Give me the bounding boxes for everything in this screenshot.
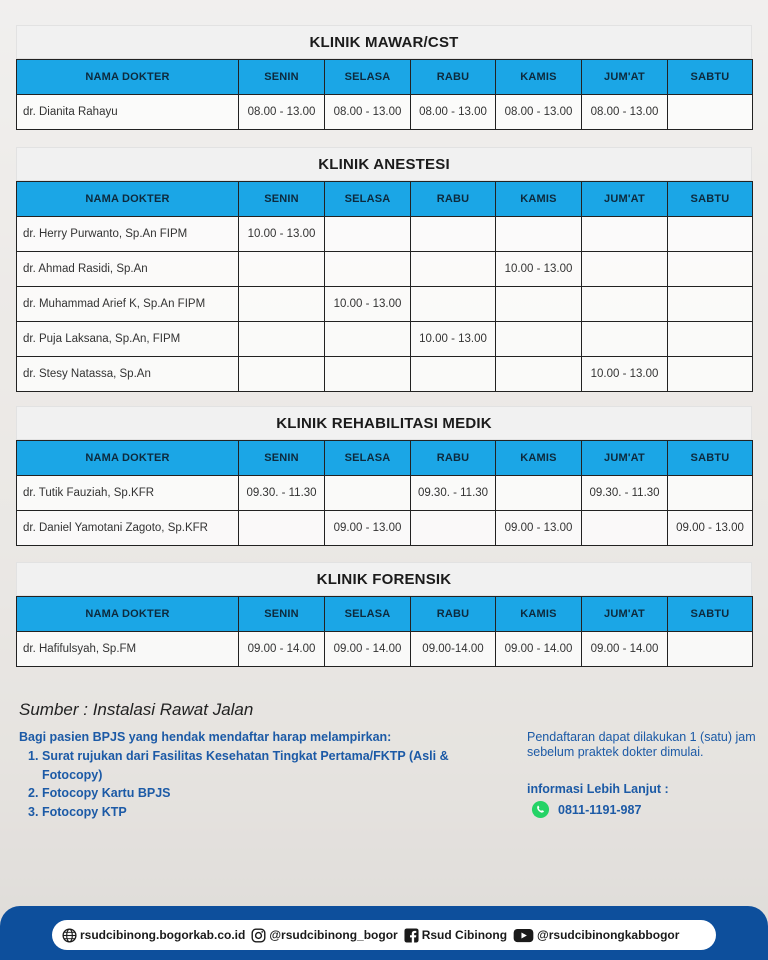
schedule-cell <box>582 322 668 357</box>
registration-note: Pendaftaran dapat dilakukan 1 (satu) jam sebelum praktek dokter dimulai. <box>527 730 756 759</box>
column-header: RABU <box>411 60 496 95</box>
youtube-link[interactable]: @rsudcibinongkabbogor <box>513 928 679 943</box>
table-row <box>17 252 753 287</box>
column-header: JUM'AT <box>582 182 668 217</box>
schedule-cell: 09.00 - 13.00 <box>325 511 411 546</box>
column-header: SELASA <box>325 182 411 217</box>
schedule-cell <box>411 357 496 392</box>
schedule-cell: 09.00 - 14.00 <box>496 632 582 667</box>
schedule-cell <box>668 217 753 252</box>
website-link[interactable]: rsudcibinong.bogorkab.co.id <box>62 928 245 943</box>
schedule-cell <box>411 217 496 252</box>
schedule-cell <box>239 357 325 392</box>
column-header: RABU <box>411 597 496 632</box>
facebook-link[interactable]: Rsud Cibinong <box>404 928 507 943</box>
schedule-cell: 08.00 - 13.00 <box>411 95 496 130</box>
schedule-cell <box>325 322 411 357</box>
schedule-cell: 10.00 - 13.00 <box>239 217 325 252</box>
schedule-cell: 10.00 - 13.00 <box>325 287 411 322</box>
requirements-list <box>28 747 498 821</box>
column-header: SABTU <box>668 597 753 632</box>
doctor-name-cell: dr. Hafifulsyah, Sp.FM <box>17 632 239 667</box>
table-header-row <box>17 60 753 95</box>
facebook-icon <box>404 928 419 943</box>
list-item: 3. Fotocopy KTP <box>28 804 127 819</box>
schedule-cell <box>239 287 325 322</box>
phone-contact[interactable] <box>531 800 641 819</box>
column-header: KAMIS <box>496 182 582 217</box>
schedule-cell: 09.00 - 14.00 <box>325 632 411 667</box>
globe-icon <box>62 928 77 943</box>
schedule-cell <box>325 357 411 392</box>
schedule-cell <box>668 252 753 287</box>
schedule-cell <box>239 252 325 287</box>
list-item: 2. Fotocopy Kartu BPJS <box>28 786 171 800</box>
schedule-cell <box>582 287 668 322</box>
column-header: NAMA DOKTER <box>17 182 239 217</box>
phone-number: 0811-1191-987 <box>558 802 642 817</box>
schedule-cell <box>668 632 753 667</box>
schedule-cell: 09.00 - 13.00 <box>496 511 582 546</box>
schedule-cell: 09.30. - 11.30 <box>582 476 668 511</box>
schedule-cell <box>496 476 582 511</box>
column-header: SABTU <box>668 60 753 95</box>
column-header: SENIN <box>239 182 325 217</box>
table-row <box>17 511 753 546</box>
clinic-title: KLINIK FORENSIK <box>16 562 752 596</box>
instagram-link[interactable]: @rsudcibinong_bogor <box>251 928 397 943</box>
schedule-cell: 10.00 - 13.00 <box>496 252 582 287</box>
instagram-icon <box>251 928 266 943</box>
doctor-name-cell: dr. Dianita Rahayu <box>17 95 239 130</box>
schedule-cell: 09.30. - 11.30 <box>411 476 496 511</box>
table-row <box>17 357 753 392</box>
clinic-title: KLINIK MAWAR/CST <box>16 25 752 59</box>
column-header: SENIN <box>239 441 325 476</box>
schedule-cell <box>325 217 411 252</box>
schedule-cell <box>582 217 668 252</box>
schedule-cell: 10.00 - 13.00 <box>411 322 496 357</box>
table-row <box>17 217 753 252</box>
schedule-table <box>16 181 753 392</box>
info-title: informasi Lebih Lanjut : <box>527 782 669 796</box>
schedule-cell <box>668 95 753 130</box>
column-header: SENIN <box>239 597 325 632</box>
table-row <box>17 322 753 357</box>
doctor-name-cell: dr. Puja Laksana, Sp.An, FIPM <box>17 322 239 357</box>
schedule-cell <box>325 252 411 287</box>
table-header-row <box>17 182 753 217</box>
table-header-row <box>17 441 753 476</box>
column-header: JUM'AT <box>582 60 668 95</box>
column-header: JUM'AT <box>582 441 668 476</box>
schedule-cell <box>496 217 582 252</box>
schedule-cell <box>582 252 668 287</box>
schedule-cell: 09.00-14.00 <box>411 632 496 667</box>
schedule-cell: 09.00 - 14.00 <box>582 632 668 667</box>
doctor-name-cell: dr. Muhammad Arief K, Sp.An FIPM <box>17 287 239 322</box>
clinic-section <box>16 562 752 667</box>
requirements-intro: Bagi pasien BPJS yang hendak mendaftar harap melampirkan: <box>19 730 392 744</box>
schedule-cell <box>582 511 668 546</box>
schedule-cell <box>668 476 753 511</box>
table-row <box>17 287 753 322</box>
footer-contacts <box>52 920 716 950</box>
schedule-cell <box>668 322 753 357</box>
clinic-title: KLINIK ANESTESI <box>16 147 752 181</box>
column-header: NAMA DOKTER <box>17 60 239 95</box>
schedule-cell: 09.00 - 13.00 <box>668 511 753 546</box>
column-header: SELASA <box>325 597 411 632</box>
schedule-cell: 08.00 - 13.00 <box>496 95 582 130</box>
schedule-cell <box>411 287 496 322</box>
column-header: SELASA <box>325 60 411 95</box>
column-header: JUM'AT <box>582 597 668 632</box>
schedule-cell <box>496 322 582 357</box>
schedule-cell <box>411 511 496 546</box>
schedule-cell: 09.30. - 11.30 <box>239 476 325 511</box>
column-header: RABU <box>411 441 496 476</box>
schedule-cell: 08.00 - 13.00 <box>582 95 668 130</box>
schedule-cell: 08.00 - 13.00 <box>239 95 325 130</box>
doctor-name-cell: dr. Stesy Natassa, Sp.An <box>17 357 239 392</box>
schedule-cell <box>325 476 411 511</box>
clinic-title: KLINIK REHABILITASI MEDIK <box>16 406 752 440</box>
column-header: KAMIS <box>496 597 582 632</box>
schedule-table <box>16 59 753 130</box>
schedule-cell <box>411 252 496 287</box>
schedule-cell <box>496 357 582 392</box>
doctor-name-cell: dr. Herry Purwanto, Sp.An FIPM <box>17 217 239 252</box>
doctor-name-cell: dr. Tutik Fauziah, Sp.KFR <box>17 476 239 511</box>
list-item: 1. Surat rujukan dari Fasilitas Kesehatan Tingkat Pertama/FKTP (Asli & Fotocopy) <box>28 749 449 782</box>
column-header: NAMA DOKTER <box>17 441 239 476</box>
schedule-table <box>16 440 753 546</box>
column-header: RABU <box>411 182 496 217</box>
column-header: KAMIS <box>496 60 582 95</box>
table-row <box>17 95 753 130</box>
column-header: SABTU <box>668 182 753 217</box>
clinic-section <box>16 25 752 130</box>
schedule-cell: 10.00 - 13.00 <box>582 357 668 392</box>
column-header: KAMIS <box>496 441 582 476</box>
table-header-row <box>17 597 753 632</box>
schedule-cell <box>496 287 582 322</box>
whatsapp-icon <box>531 800 550 819</box>
column-header: SELASA <box>325 441 411 476</box>
schedule-cell <box>239 322 325 357</box>
footer-bar <box>0 906 768 960</box>
column-header: NAMA DOKTER <box>17 597 239 632</box>
schedule-cell <box>239 511 325 546</box>
table-row <box>17 476 753 511</box>
table-row <box>17 632 753 667</box>
doctor-name-cell: dr. Daniel Yamotani Zagoto, Sp.KFR <box>17 511 239 546</box>
column-header: SENIN <box>239 60 325 95</box>
youtube-icon <box>513 928 534 943</box>
doctor-name-cell: dr. Ahmad Rasidi, Sp.An <box>17 252 239 287</box>
schedule-cell: 09.00 - 14.00 <box>239 632 325 667</box>
schedule-cell: 08.00 - 13.00 <box>325 95 411 130</box>
source-note: Sumber : Instalasi Rawat Jalan <box>19 700 254 719</box>
column-header: SABTU <box>668 441 753 476</box>
clinic-section <box>16 406 752 546</box>
schedule-cell <box>668 357 753 392</box>
schedule-table <box>16 596 753 667</box>
clinic-section <box>16 147 752 392</box>
schedule-cell <box>668 287 753 322</box>
